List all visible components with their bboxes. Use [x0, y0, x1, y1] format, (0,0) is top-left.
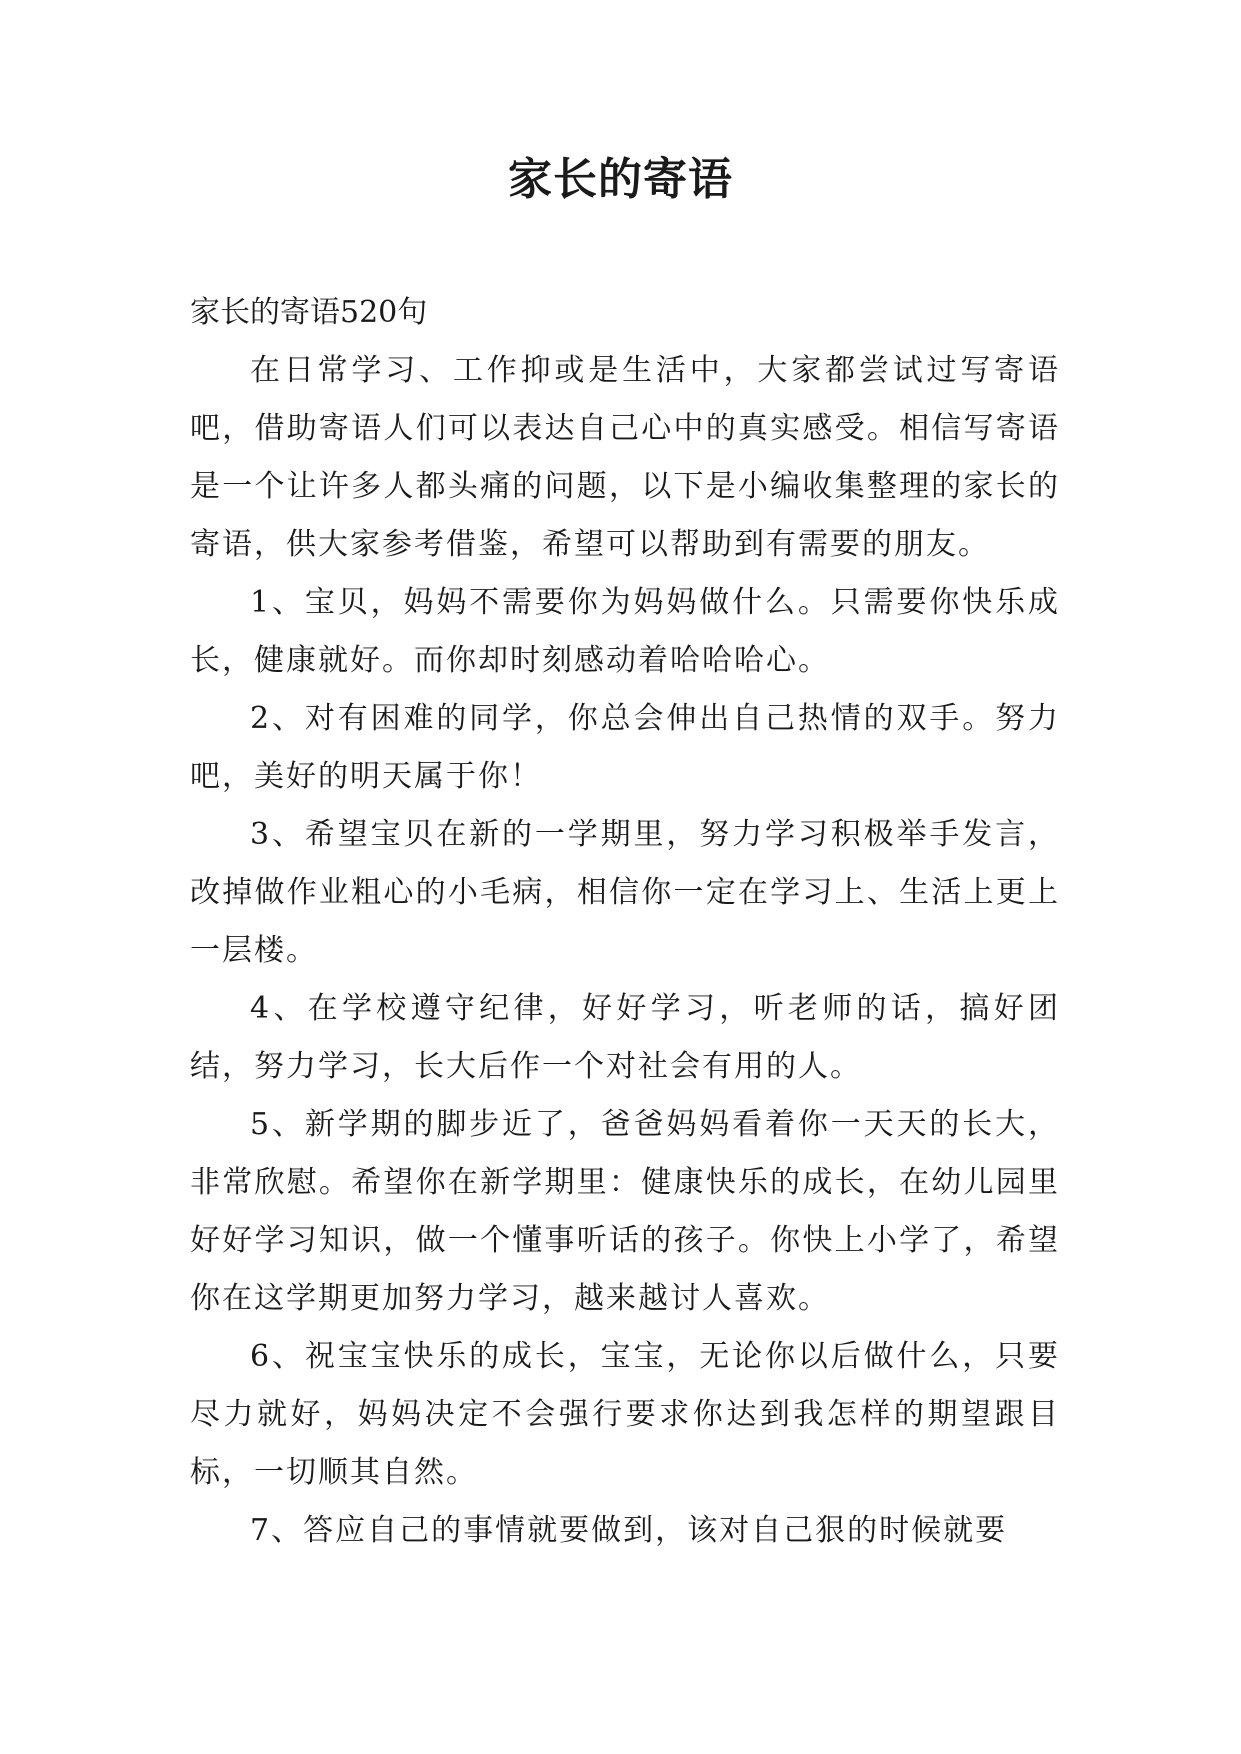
list-item: 4、在学校遵守纪律，好好学习，听老师的话，搞好团结，努力学习，长大后作一个对社会有用的人。	[190, 991, 1060, 1084]
list-item: 5、新学期的脚步近了，爸爸妈妈看着你一天天的长大，非常欣慰。希望你在新学期里：健康快乐的成长，在幼儿园里好好学习知识，做一个懂事听话的孩子。你快上小学了，希望你在这学期更加努力学习，越来越讨人喜欢。	[190, 1107, 1060, 1316]
list-item: 6、祝宝宝快乐的成长，宝宝，无论你以后做什么，只要尽力就好，妈妈决定不会强行要求你达到我怎样的期望跟目标，一切顺其自然。	[190, 1339, 1060, 1490]
list-item: 2、对有困难的同学，你总会伸出自己热情的双手。努力吧，美好的明天属于你！	[190, 701, 1060, 794]
list-item: 7、答应自己的事情就要做到，该对自己狠的时候就要	[250, 1513, 1008, 1548]
document-subtitle: 家长的寄语520句	[190, 295, 428, 330]
intro-paragraph: 在日常学习、工作抑或是生活中，大家都尝试过写寄语吧，借助寄语人们可以表达自己心中的真实感受。相信写寄语是一个让许多人都头痛的问题，以下是小编收集整理的家长的寄语，供大家参考借鉴，希望可以帮助到有需要的朋友。	[190, 353, 1060, 562]
list-item: 3、希望宝贝在新的一学期里，努力学习积极举手发言，改掉做作业粗心的小毛病，相信你一定在学习上、生活上更上一层楼。	[190, 817, 1060, 968]
document-body	[190, 284, 1060, 1560]
document-title: 家长的寄语	[508, 154, 733, 205]
list-item: 1、宝贝，妈妈不需要你为妈妈做什么。只需要你快乐成长，健康就好。而你却时刻感动着哈哈哈心。	[190, 585, 1060, 678]
